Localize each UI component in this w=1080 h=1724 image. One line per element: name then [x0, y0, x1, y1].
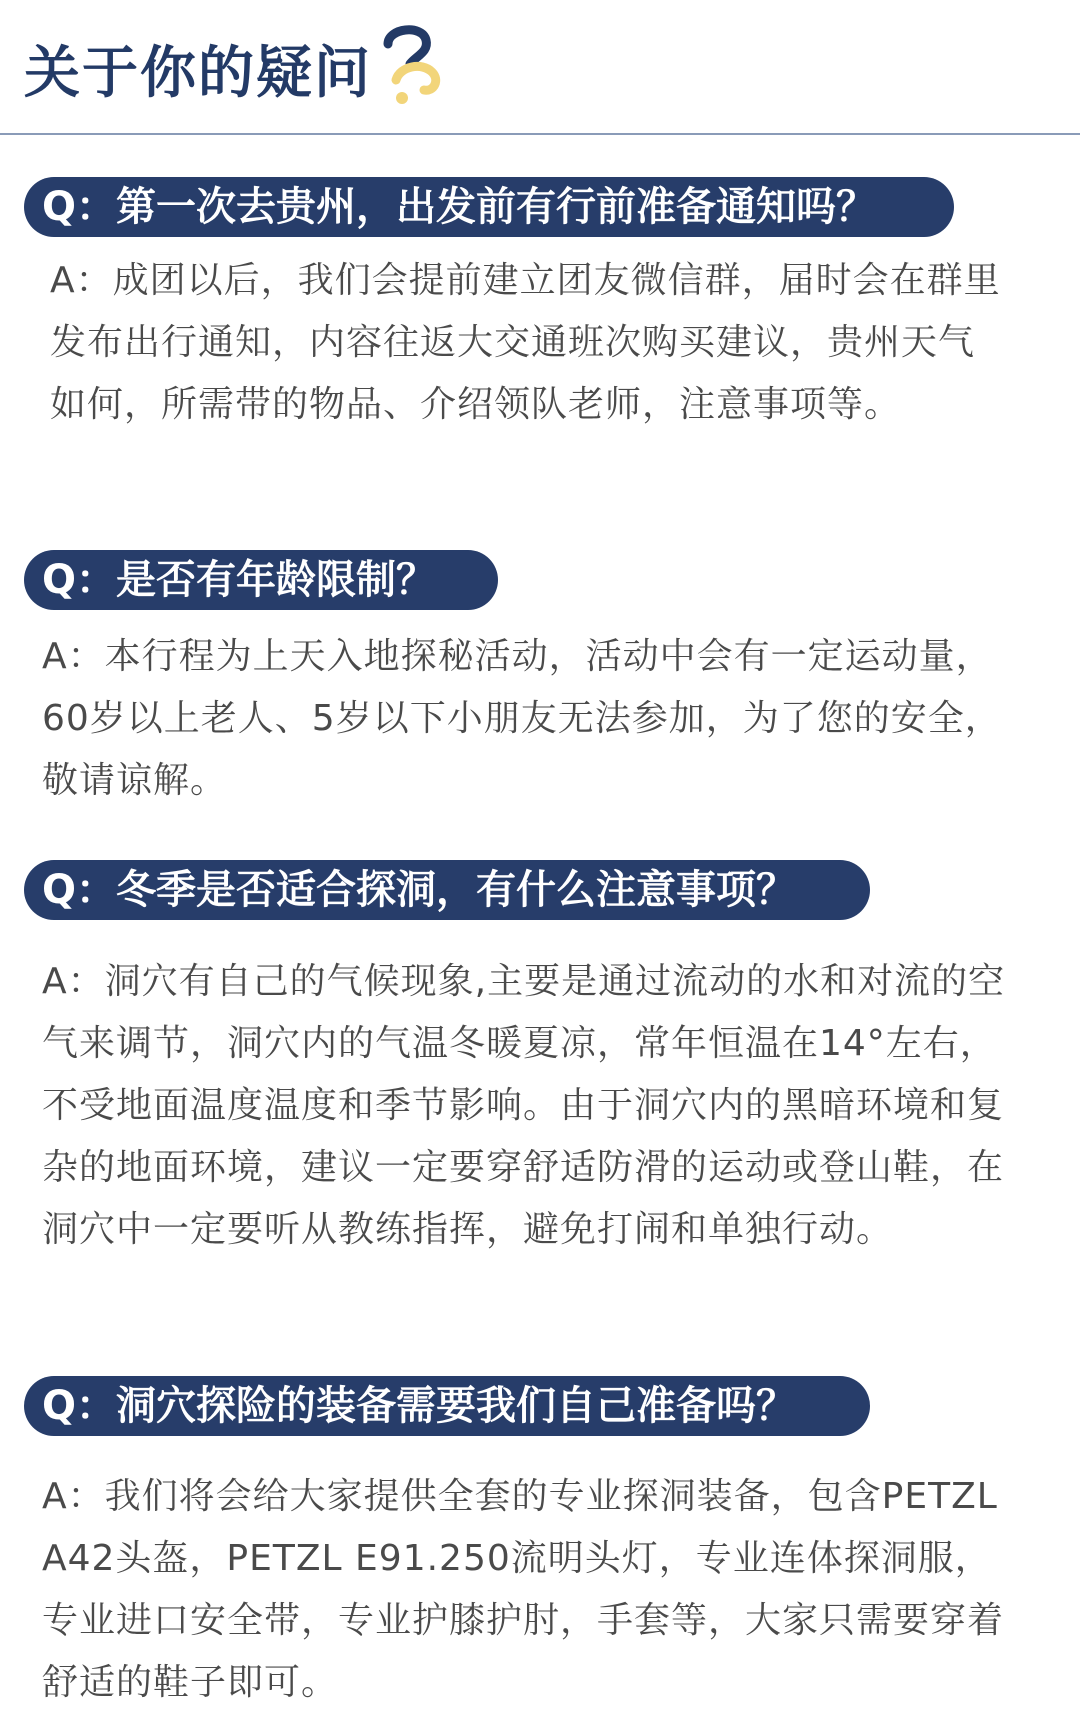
page-header: [0, 0, 1080, 134]
answer-text: A：成团以后，我们会提前建立团友微信群，届时会在群里发布出行通知，内容往返大交通班次购买建议，贵州天气如何，所需带的物品、介绍领队老师，注意事项等。: [50, 260, 1001, 425]
question-banner: [24, 860, 870, 920]
page-title: 关于你的疑问: [24, 41, 372, 106]
question-banner: [24, 1376, 870, 1436]
answer-text: A：洞穴有自己的气候现象,主要是通过流动的水和对流的空气来调节，洞穴内的气温冬暖夏凉，常年恒温在14°左右，不受地面温度温度和季节影响。由于洞穴内的黑暗环境和复杂的地面环境，建议一定要穿舒适防滑的运动或登山鞋，在洞穴中一定要听从教练指挥，避免打闹和单独行动。: [42, 961, 1006, 1250]
question-mark-icon: [382, 22, 446, 108]
question-banner: [24, 177, 954, 237]
question-text: Q：第一次去贵州，出发前有行前准备通知吗？: [42, 184, 877, 230]
answer-text: A：本行程为上天入地探秘活动，活动中会有一定运动量，60岁以上老人、5岁以下小朋友无法参加，为了您的安全，敬请谅解。: [42, 636, 1002, 801]
question-text: Q：冬季是否适合探洞，有什么注意事项？: [42, 867, 797, 913]
question-text: Q：洞穴探险的装备需要我们自己准备吗？: [42, 1383, 797, 1429]
answer-text: A：我们将会给大家提供全套的专业探洞装备，包含PETZL A42头盔，PETZL E91.250流明头灯，专业连体探洞服，专业进口安全带，专业护膝护肘，手套等，大家只需要穿着舒适的鞋子即可。: [42, 1476, 1005, 1703]
header-divider: [0, 133, 1080, 135]
question-text: Q：是否有年龄限制？: [42, 557, 437, 603]
question-banner: [24, 550, 498, 610]
